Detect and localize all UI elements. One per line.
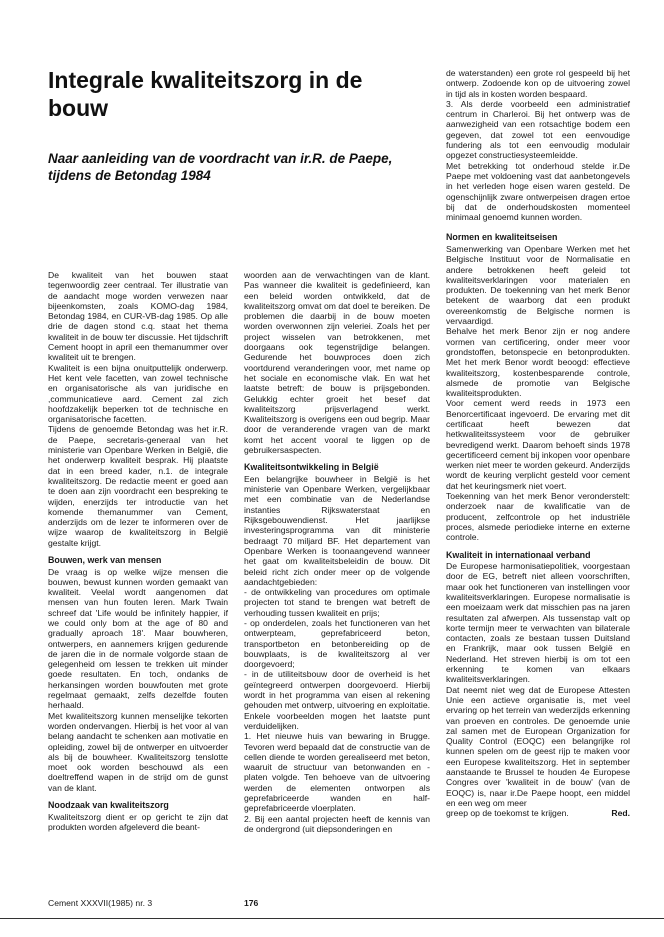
list-item: 3. Als derde voorbeeld een administratief centrum in Charleroi. Bij het ontwerp was de aanwezigheid van een rotsachtige bodem een gegeven, dat zowel tot een eenvoudige fundering als tot een eenvoudig modulair opgezet constructiesysteemleidde. xyxy=(446,98,630,161)
paragraph: De vraag is op welke wijze mensen die bouwen, bewust kunnen worden gemaakt van kwaliteit. Veelal wordt aangenomen dat mensen van hun fouten leren. Mark Twain schreef dat 'Life would be infinitely happier, if we could only bom at the age of 80 and gradually aproach 18'. Maar bouwheren, ontwerpers, en aannemers krijgen gedurende de jaren die in de normale volgorde staan de gelegenheid om lessen te trekken uit minder goede resultaten. En toch, ondanks de herkansingen worden bouwfouten met grote regelmaat gemaakt, zelfs dezelfde fouten herhaald. xyxy=(48,566,228,711)
section-heading: Normen en kwaliteitseisen xyxy=(446,232,558,243)
section-heading: Noodzaak van kwaliteitszorg xyxy=(48,800,169,811)
paragraph: Tijdens de genoemde Betondag was het ir.R. de Paepe, secretaris-generaal van het ministerie van Openbare Werken in België, die het onderwerp kwaliteit besprak. Hij plaatste dat in een breed kader, n.1. de integrale kwaliteitszorg. De redactie meent er goed aan te doen aan zijn voordracht een bespreking te wijden, enerzijds ter introductie van het komende themanummer van Cement, anderzijds om de lezer te informeren over de wijze waarop de kwaliteitszorg in België gestalte krijgt. xyxy=(48,424,228,548)
paragraph: Kwaliteit is een bijna onuitputtelijk onderwerp. Het kent vele facetten, van zowel technische en organisatorische als van juridische en ,communicatieve aard. Cement zal zich hoofdzakelijk beperken tot de technische en organisatorische facetten. xyxy=(48,362,228,425)
section-heading: Kwaliteitsontwikkeling in België xyxy=(244,462,379,473)
paragraph: Samenwerking van Openbare Werken met het Belgische Instituut voor de Normalisatie en andere betrokkenen heeft geleid tot kwaliteitsverklaringen voor materialen en produkten. De toekenning van het merk Benor betekent de waarborg dat een produkt overeenkomstig de Belgische normen is vervaardigd. xyxy=(446,243,630,327)
paragraph: Met betrekking tot onderhoud stelde ir.De Paepe met voldoening vast dat aanbetongevels in het verleden hoge eisen waren gesteld. De ogenschijnlijk zware ontwerpeisen dragen ertoe bij dat de onderhoudskosten momenteel minimaal genoemd kunnen worden. xyxy=(446,160,630,223)
paragraph: Toekenning van het merk Benor veronderstelt: onderzoek naar de kwalificatie van de producent, zelfcontrole op het industriële proces, alsmede periodieke interne en externe controle. xyxy=(446,491,630,543)
paragraph: Behalve het merk Benor zijn er nog andere vormen van certificering, onder meer voor grondstoffen, betonspecie en betonprodukten. Met het merk Benor wordt beoogd: effectieve kwaliteitszorg, kostenbesparende controle, alsmede de promotie van Belgische kwaliteitsprodukten. xyxy=(446,326,630,399)
list-item: - in de utiliteitsbouw door de overheid is het geïntegreerd ontwerpen doorgevoerd. Hierbij wordt in het programma van eisen al rekening gehouden met ontwerp, uitvoering en exploitatie. Enkele voorbeelden mogen het laatste punt verduidelijken. xyxy=(244,669,430,731)
paragraph: de waterstanden) een grote rol gespeeld bij het ontwerp. Zodoende kon op de uitvoering zowel in tijd als in kosten worden bespaard. xyxy=(446,68,630,99)
column-3 xyxy=(446,68,630,818)
column-2 xyxy=(244,270,430,834)
page-number: 176 xyxy=(244,898,259,908)
article-subtitle: Naar aanleiding van de voordracht van ir.R. de Paepe, tijdens de Betondag 1984 xyxy=(48,151,393,183)
paragraph: Een belangrijke bouwheer in België is het ministerie van Openbare Werken, vergelijkbaar met een combinatie van de Nederlandse instanties Rijkswaterstaat en Rijksgebouwendienst. Het jaarlijkse investeringsprogramma van dit ministerie bedraagt 70 miljard BF. Het departement van Openbare Werken is toonaangevend wanneer het gaat om kwaliteitsbeleidin de bouw. Dit beleid richt zich onder meer op de volgende aandachtgebieden: xyxy=(244,473,430,587)
list-item: - de ontwikkeling van procedures om optimale projecten tot stand te brengen wat betreft de verhouding tussen kwaliteit en prijs; xyxy=(244,587,430,618)
section-heading: Kwaliteit in internationaal verband xyxy=(446,549,591,560)
journal-footer: Cement XXXVII(1985) nr. 3 xyxy=(48,898,153,908)
paragraph: De Europese harmonisatiepolitiek, voorgestaan door de EG, betreft niet alleen voorschriften, maar ook het functioneren van instellingen voor kwaliteitsverklaringen. Europese normalisatie is een moeizaam werk dat misschien pas na jaren resultaten zal afwerpen. Als tussenstap valt op korte termijn meer te verwachten van bilaterale contacten, zoals ze bestaan tussen Duitsland en Frankrijk, maar ook tussen België en Nederland. Het streven hierbij is om tot een erkenning te komen van elkaars kwaliteitsverklaringen. xyxy=(446,561,630,685)
list-item: 1. Het nieuwe huis van bewaring in Brugge. Tevoren werd bepaald dat de constructie van de cellen diende te worden gerealiseerd met beton, waaruit de structuur van betonwanden en -platen volgde. Ten behoeve van de uitvoering werden de elementen ontworpen als geprefabriceerde wanden en half-geprefabriceerde vloerplaten. xyxy=(244,731,430,814)
paragraph: Met kwaliteitszorg kunnen menselijke tekorten worden ondervangen. Hierbij is het voor al van belang aandacht te schenken aan motivatie en opleiding, zowel bij de ontwerper en uitvoerder als bij de bouwheer. Kwaliteitszorg tenslotte moet ook worden beschouwd als een doeltreffend wapen in de strijd om de gunst van de klant. xyxy=(48,710,228,793)
column-1 xyxy=(48,270,228,832)
signature: Red. xyxy=(611,808,630,819)
section-heading: Bouwen, werk van mensen xyxy=(48,555,162,566)
closing-text: greep op de toekomst te krijgen. xyxy=(446,808,569,819)
bottom-rule xyxy=(0,918,664,919)
paragraph: Dat neemt niet weg dat de Europese Attesten Unie een actieve organisatie is, met veel ervaring op het terrein van wederzijds erkenning van proeven en controles. De genoemde unie zal samen met de European Organization for Quality Control (EOQC) een belangrijke rol kunnen spelen om de geest rijp te maken voor een Europese kwaliteitszorg. Het in september aanstaande te Brussel te houden 4e Europese Congres over 'kwaliteit in de bouw' (van de EOQC) is, naar ir.De Paepe hoopt, een middel en een weg om meer xyxy=(446,684,630,808)
paragraph: Kwaliteitszorg dient er op gericht te zijn dat produkten worden afgeleverd die beant- xyxy=(48,811,228,832)
list-item: 2. Bij een aantal projecten heeft de kennis van de ondergrond (uit diepsonderingen en xyxy=(244,813,430,834)
closing-line xyxy=(446,808,630,818)
paragraph: woorden aan de verwachtingen van de klant. Pas wanneer die kwaliteit is gedefinieerd, kan een beleid worden ontwikkeld, dat de kwaliteitszorg omvat om dat doel te bereiken. De problemen die daarbij in de bouw moeten worden overwonnen zijn veleriei. Zoals het per project wisselen van betrokkenen, met doorgaans ook tegenstrijdige belangen. Gedurende het bouwproces doen zich voortdurend veranderingen voor, met name op het sociale en economische vlak. En wat het laatste betreft: de bouw is prijsgebonden. Gelukkig echter groeit het besef dat kwaliteitszorg prijsverlagend werkt. Kwaliteitszorg is overigens een oud begrip. Maar door de veranderende vragen van de markt komt het accent vooral te liggen op de gebruikersaspecten. xyxy=(244,270,430,456)
paragraph: De kwaliteit van het bouwen staat tegenwoordig zeer centraal. Ter illustratie van de aandacht moge worden verwezen naar bijeenkomsten, zoals KOMO-dag 1984, Betondag 1984, en CUR-VB-dag 1985. Op alle drie de dagen stond c.q. staat het thema kwaliteit in de bouw ter discussie. Het tijdschrift Cement hoopt in april een themanummer over kwaliteit uit te brengen. xyxy=(48,270,228,363)
paragraph: Voor cement werd reeds in 1973 een Benorcertificaat ingevoerd. De ervaring met dit certificaat heeft bewezen dat hetkwaliteitssysteem voor de gebruiker bevredigend werkt. Daarom behoeft sinds 1978 gecertificeerd cement bij inkopen voor openbare werken niet meer te worden gekeurd. Anderzijds wordt de keuring verplicht gesteld voor cement dat het keuringsmerk niet voert. xyxy=(446,398,630,491)
article-title: Integrale kwaliteitszorg in de bouw xyxy=(48,67,363,121)
list-item: - op onderdelen, zoals het functioneren van het ontwerpteam, geprefabriceerd beton, transportbeton en betonbereiding op de bouwplaats, is de kwaliteitszorg al ver doorgevoerd; xyxy=(244,618,430,670)
